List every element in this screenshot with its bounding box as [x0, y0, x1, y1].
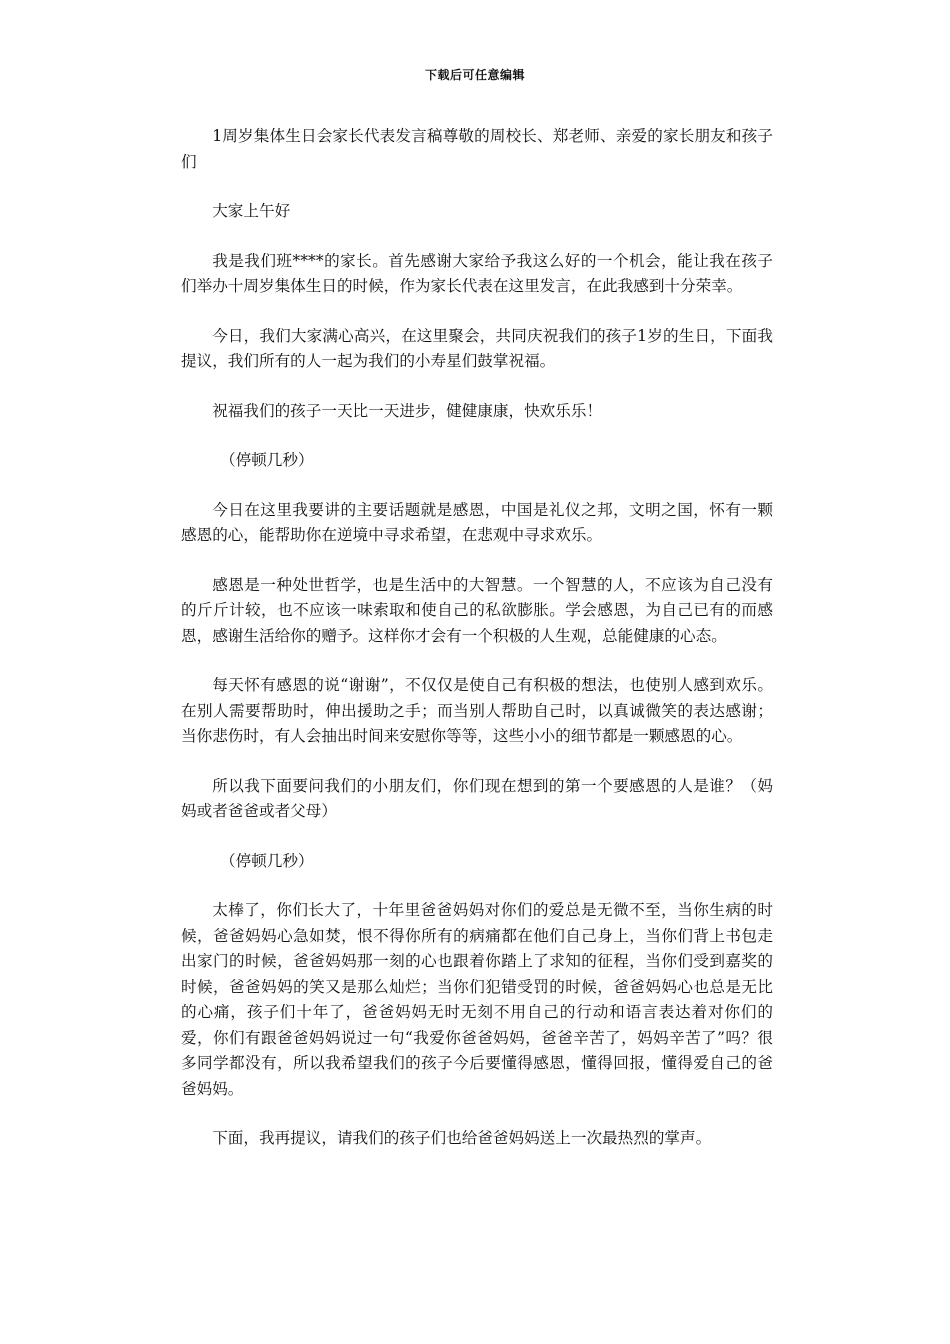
paragraph: 祝福我们的孩子一天比一天进步，健健康康，快欢乐乐！	[212, 401, 603, 420]
paragraph: 太棒了，你们长大了，十年里爸爸妈妈对你们的爱总是无微不至，当你生病的时候，爸爸妈妈心急如焚，恨不得你所有的病痛都在他们自己身上，当你们背上书包走出家门的时候，爸爸妈妈那一刻的心也跟着你踏上了求知的征程，当你们受到嘉奖的时候，爸爸妈妈的笑又是那么灿烂；当你们犯错受罚的时候，爸爸妈妈心也总是无比的心痛，孩子们十年了，爸爸妈妈无时无刻不用自己的行动和语言表达着对你们的爱，你们有跟爸爸妈妈说过一句“我爱你爸爸妈妈，爸爸辛苦了，妈妈辛苦了”吗？很多同学都没有，所以我希望我们的孩子今后要懂得感恩，懂得回报，懂得爱自己的爸爸妈妈。	[181, 901, 773, 1098]
paragraph: 感恩是一种处世哲学，也是生活中的大智慧。一个智慧的人，不应该为自己没有的斤斤计较，也不应该一味索取和使自己的私欲膨胀。学会感恩，为自己已有的而感恩，感谢生活给你的赠予。这样你才会有一个积极的人生观，总能健康的心态。	[181, 575, 773, 645]
paragraph: 下面，我再提议，请我们的孩子们也给爸爸妈妈送上一次最热烈的掌声。	[212, 1129, 712, 1147]
paragraph-pause: （停顿几秒）	[220, 451, 314, 469]
document-body	[181, 124, 773, 1176]
paragraph: 我是我们班****的家长。首先感谢大家给予我这么好的一个机会，能让我在孩子们举办十周岁集体生日的时候，作为家长代表在这里发言，在此我感到十分荣幸。	[181, 251, 773, 295]
paragraph: 今日在这里我要讲的主要话题就是感恩，中国是礼仪之邦，文明之国，怀有一颗感恩的心，能帮助你在逆境中寻求希望，在悲观中寻求欢乐。	[181, 500, 773, 544]
paragraph-pause: （停顿几秒）	[220, 851, 314, 870]
paragraph: 所以我下面要问我们的小朋友们，你们现在想到的第一个要感恩的人是谁？（妈妈或者爸爸或者父母）	[181, 776, 773, 820]
paragraph: 每天怀有感恩的说“谢谢”，不仅仅是使自己有积极的想法，也使别人感到欢乐。在别人需要帮助时，伸出援助之手；而当别人帮助自己时，以真诚微笑的表达感谢；当你悲伤时，有人会抽出时间来安慰你等等，这些小小的细节都是一颗感恩的心。	[181, 676, 773, 745]
paragraph: 今日，我们大家满心高兴，在这里聚会，共同庆祝我们的孩子1岁的生日，下面我提议，我们所有的人一起为我们的小寿星们鼓掌祝福。	[181, 326, 773, 370]
page-header-note: 下载后可任意编辑	[424, 68, 525, 82]
paragraph-title: 1周岁集体生日会家长代表发言稿尊敬的周校长、郑老师、亲爱的家长朋友和孩子们	[181, 127, 773, 171]
paragraph-greeting: 大家上午好	[212, 202, 291, 220]
